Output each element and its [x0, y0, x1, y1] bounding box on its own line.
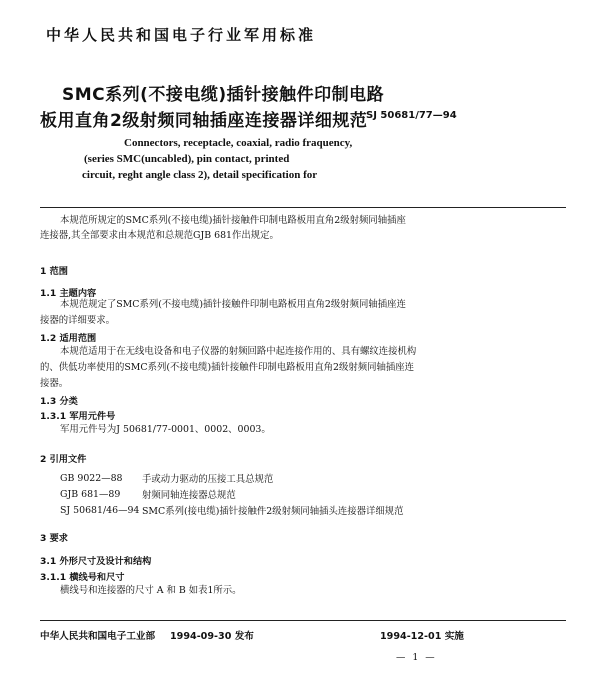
ref-title-1: 手或动力驱动的压接工具总规范: [142, 474, 274, 485]
section-1-heading: 1 范围: [40, 266, 68, 277]
section-1-3-1-text: 军用元件号为J 50681/77-0001、0002、0003。: [60, 424, 271, 435]
standard-category: 中华人民共和国电子行业军用标准: [46, 26, 317, 44]
section-1-1-text-1: 本规范规定了SMC系列(不接电缆)插针接触件印制电路板用直角2级射频同轴插座连: [60, 299, 406, 310]
english-title-line-2: (series SMC(uncabled), pin contact, printed: [84, 153, 290, 165]
section-3-1-heading: 3.1 外形尺寸及设计和结构: [40, 556, 152, 567]
header-divider: [40, 207, 566, 208]
section-1-2-text-1: 本规范适用于在无线电设备和电子仪器的射频回路中起连接作用的、具有螺纹连接机构: [60, 346, 417, 357]
section-1-2-heading: 1.2 适用范围: [40, 333, 97, 344]
ref-code-2: GJB 681—89: [60, 489, 121, 500]
standard-number: SJ 50681/77—94: [366, 110, 457, 121]
section-1-3-1-heading: 1.3.1 军用元件号: [40, 411, 116, 422]
footer-issue-date: 1994-09-30 发布: [170, 631, 254, 642]
ref-code-3: SJ 50681/46—94: [60, 505, 140, 516]
section-3-heading: 3 要求: [40, 533, 68, 544]
english-title-line-1: Connectors, receptacle, coaxial, radio fraquency,: [124, 137, 353, 149]
english-title-line-3: circuit, reght angle class 2), detail specification for: [82, 169, 318, 181]
section-1-3-heading: 1.3 分类: [40, 396, 78, 407]
section-3-1-1-heading: 3.1.1 横线号和尺寸: [40, 572, 125, 583]
footer-effective-date: 1994-12-01 实施: [380, 631, 464, 642]
section-1-1-heading: 1.1 主题内容: [40, 288, 97, 299]
section-1-1-text-2: 接器的详细要求。: [40, 315, 116, 326]
footer-divider: [40, 620, 566, 621]
ref-code-1: GB 9022—88: [60, 473, 123, 484]
footer-issuer: 中华人民共和国电子工业部: [40, 631, 156, 642]
section-2-heading: 2 引用文件: [40, 454, 87, 465]
ref-title-2: 射频同轴连接器总规范: [142, 490, 236, 501]
page-number: — 1 —: [396, 652, 437, 663]
section-1-2-text-2: 的、供低功率使用的SMC系列(不接电缆)插针接触件印制电路板用直角2级射频同轴插座连: [40, 362, 414, 373]
intro-line-2: 连接器,其全部要求由本规范和总规范GJB 681作出规定。: [40, 230, 279, 241]
ref-title-3: SMC系列(接电缆)插针接触件2级射频同轴插头连接器详细规范: [142, 506, 404, 517]
section-3-1-1-text: 横线号和连接器的尺寸 A 和 B 如表1所示。: [60, 585, 242, 596]
intro-line-1: 本规范所规定的SMC系列(不接电缆)插针接触件印制电路板用直角2级射频同轴插座: [60, 215, 406, 226]
section-1-2-text-3: 接器。: [40, 378, 69, 389]
title-line-1: SMC系列(不接电缆)插针接触件印制电路: [62, 85, 385, 105]
title-line-2: 板用直角2级射频同轴插座连接器详细规范: [40, 111, 368, 131]
